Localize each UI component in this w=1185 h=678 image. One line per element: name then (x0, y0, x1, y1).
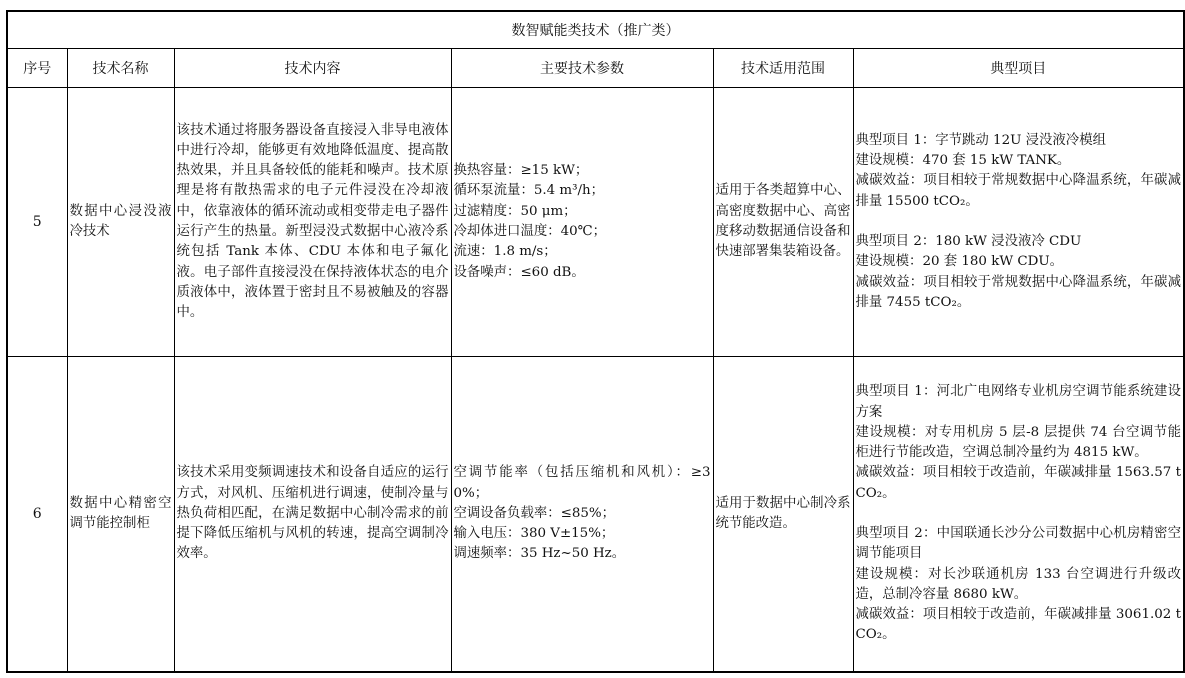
project-benefit: 减碳效益：项目相较于常规数据中心降温系统，年碳减排量 15500 tCO₂。 (855, 173, 1181, 209)
header-projects: 典型项目 (853, 49, 1184, 88)
table-title: 数智赋能类技术（推广类） (7, 11, 1184, 49)
project-scale: 建设规模：对专用机房 5 层-8 层提供 74 台空调节能柜进行节能改造，空调总制冷量约为 4815 kW。 (855, 424, 1181, 461)
param-line: 输入电压：380 V±15%； (453, 526, 615, 542)
project-scale: 建设规模：470 套 15 kW TANK。 (855, 153, 1071, 169)
technology-table (6, 10, 1185, 673)
table-row (7, 88, 1184, 357)
param-line: 调速频率：35 Hz~50 Hz。 (453, 546, 626, 562)
header-scope: 技术适用范围 (713, 49, 853, 88)
spacer (856, 504, 1182, 524)
project-scale: 建设规模：对长沙联通机房 133 台空调进行升级改造，总制冷容量 8680 kW。 (855, 566, 1181, 602)
tech-content: 该技术通过将服务器设备直接浸入非导电液体中进行冷却，能够更有效地降低温度、提高散热效果，并且具备较低的能耗和噪声。技术原理是将有散热需求的电子元件浸没在冷却液中，依靠液体的循环流动或相变带走电子器件运行产生的热量。新型浸没式数据中心液冷系统包括 Tank 本体、CDU 本体和电子氟化液。电子部件直接浸没在保持液体状态的电介质液体中，液体置于密封且不易被触及的容器中。 (174, 88, 451, 357)
param-line: 空调设备负载率：≤85%； (453, 505, 615, 521)
tech-params (451, 88, 713, 357)
project-benefit: 减碳效益：项目相较于常规数据中心降温系统，年碳减排量 7455 tCO₂。 (855, 274, 1181, 310)
param-line: 循环泵流量：5.4 m³/h； (453, 183, 604, 199)
project-title: 典型项目 2：180 kW 浸没液冷 CDU (855, 234, 1082, 249)
project-title: 典型项目 2：中国联通长沙分公司数据中心机房精密空调节能项目 (855, 526, 1181, 562)
typical-projects (853, 88, 1184, 357)
param-line: 冷却体进口温度：40℃； (453, 224, 607, 239)
project-title: 典型项目 1：字节跳动 12U 浸没液冷模组 (855, 132, 1106, 148)
header-name: 技术名称 (67, 49, 174, 88)
row-number: 6 (7, 357, 67, 673)
header-params: 主要技术参数 (451, 49, 713, 88)
project-benefit: 减碳效益：项目相较于改造前，年碳减排量 1563.57 tCO₂。 (855, 465, 1181, 501)
tech-name: 数据中心浸没液冷技术 (67, 88, 174, 357)
param-line: 过滤精度：50 μm； (453, 203, 577, 219)
table-row (7, 357, 1184, 673)
param-line: 换热容量：≥15 kW； (453, 163, 589, 179)
param-line: 设备噪声：≤60 dB。 (453, 264, 585, 280)
header-content: 技术内容 (174, 49, 451, 88)
tech-scope: 适用于各类超算中心、高密度数据中心、高密度移动数据通信设备和快速部署集装箱设备。 (713, 88, 853, 357)
spacer (856, 212, 1182, 232)
row-number: 5 (7, 88, 67, 357)
project-scale: 建设规模：20 套 180 kW CDU。 (855, 254, 1064, 270)
project-title: 典型项目 1：河北广电网络专业机房空调节能系统建设方案 (855, 384, 1181, 420)
tech-params (451, 357, 713, 673)
tech-content: 该技术采用变频调速技术和设备自适应的运行方式，对风机、压缩机进行调速，使制冷量与热负荷相匹配，在满足数据中心制冷需求的前提下降低压缩机与风机的转速，提高空调制冷效率。 (174, 357, 451, 673)
project-benefit: 减碳效益：项目相较于改造前，年碳减排量 3061.02 tCO₂。 (855, 607, 1181, 643)
tech-scope: 适用于数据中心制冷系统节能改造。 (713, 357, 853, 673)
typical-projects (853, 357, 1184, 673)
param-line: 空调节能率（包括压缩机和风机）：≥30%； (453, 465, 711, 501)
header-row (7, 49, 1184, 88)
header-number: 序号 (7, 49, 67, 88)
param-line: 流速：1.8 m/s； (453, 244, 557, 260)
tech-name: 数据中心精密空调节能控制柜 (67, 357, 174, 673)
